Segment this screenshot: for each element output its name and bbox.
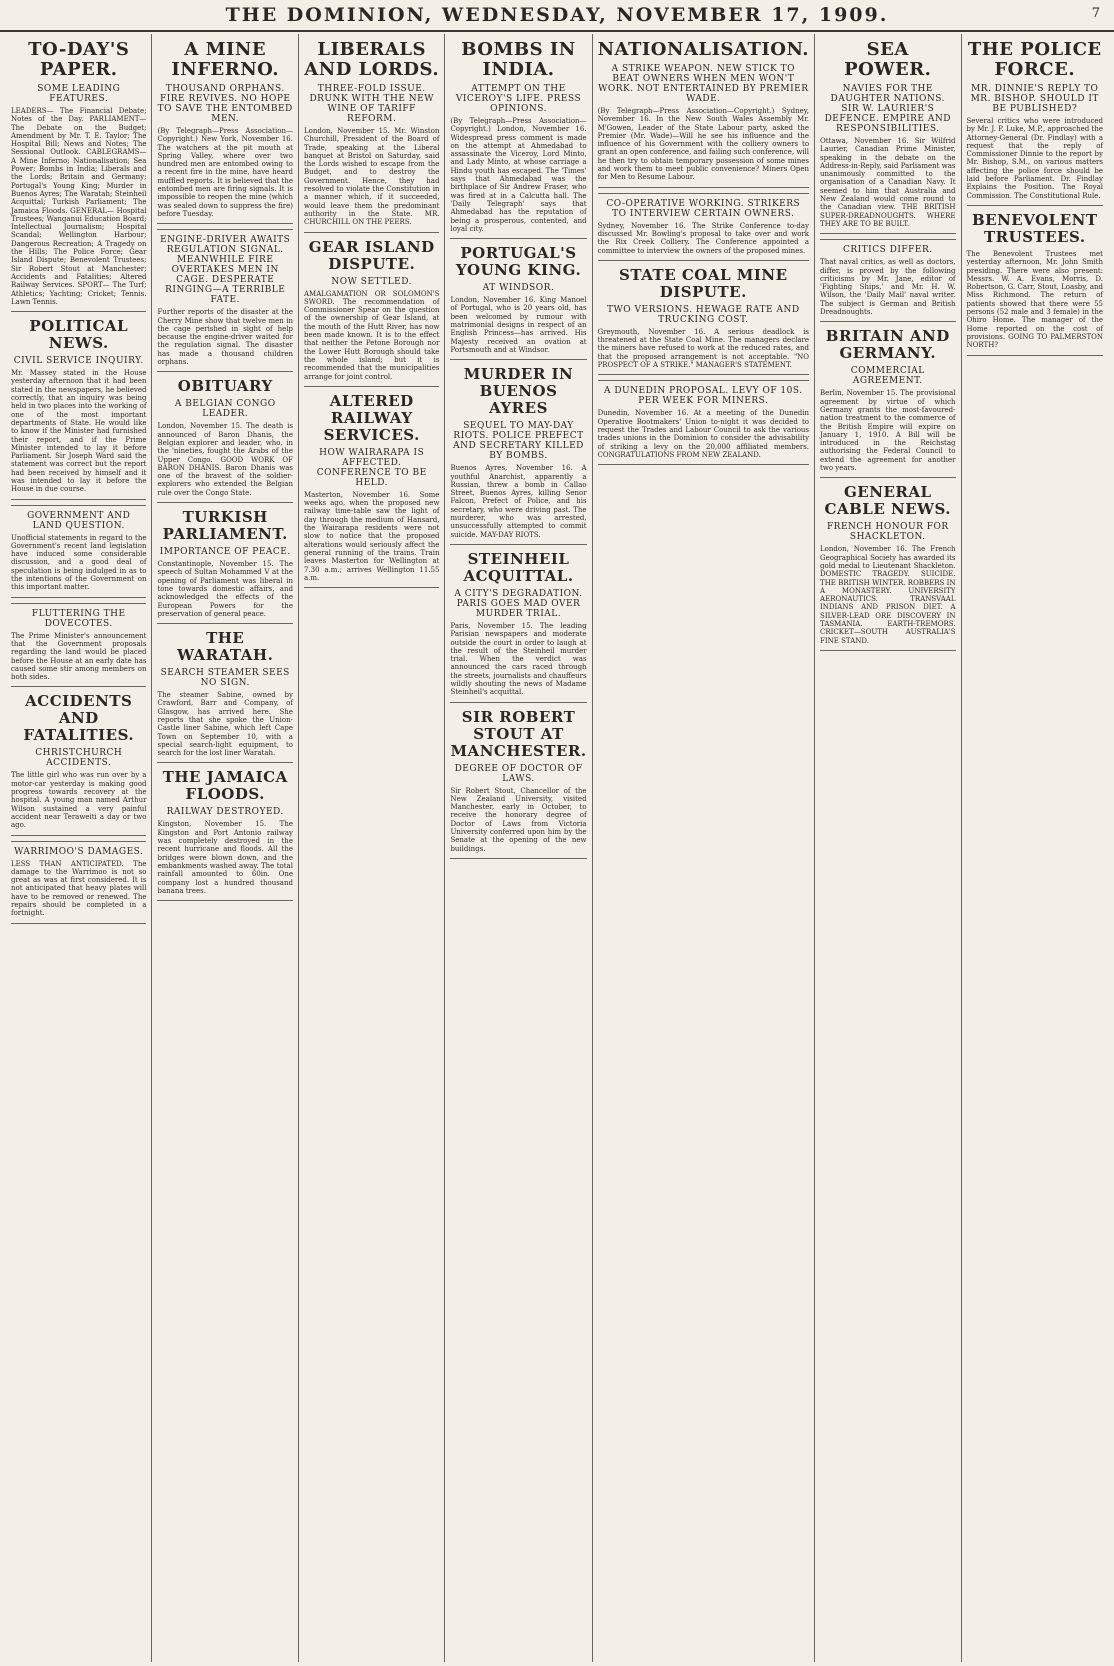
article-headline: BENEVOLENT TRUSTEES. xyxy=(971,210,1098,246)
article-rule xyxy=(820,233,955,234)
article-body: Kingston, November 15. The Kingston and Port Antonio railway was completely destroyed in the recent hurricane and floods. All the bridges were blown down, and the embankments washed away. The total rainfall amounted to 60in. One company lost a hundred thousand banana trees. xyxy=(157,820,293,895)
article-subheading: ATTEMPT ON THE VICEROY'S LIFE. PRESS OPINIONS. xyxy=(455,84,582,114)
article-body: Mr. Massey stated in the House yesterday afternoon that it had been stated in the newspapers, he believed correctly, that an inquiry was being held in two places into the working of one of the most important departments of State. He would like to know if the Minister had furnished their report, and if the Prime Minister intended to lay it before Parliament. Sir Joseph Ward said the statement was correct but the report had been received by himself and it was intended to lay it before the House in due course. xyxy=(11,369,147,494)
article-body: Berlin, November 15. The provisional agreement by virtue of which Germany grants the most-favoured-nation treatment to the commerce of the British Empire will expire on January 1, 1910. A Bill will be introduced in the Reichstag authorising the Federal Council to extend the agreement for another two years. xyxy=(820,389,956,473)
article-body: Several critics who were introduced by Mr. J. P. Luke, M.P., approached the Attorney-General (Dr. Findlay) with a request that the reply of Commissioner Dinnie to the report by Mr. Bishop, S.M., on various matters affecting the police force should be laid before Parliament. Dr. Findlay Explains the Position. The Royal Commission. The Constitutional Rule. xyxy=(966,117,1103,200)
article-rule xyxy=(304,232,439,233)
article-headline: TURKISH PARLIAMENT. xyxy=(162,508,288,544)
column-4 xyxy=(445,34,592,1662)
article-body: (By Telegraph—Press Association—Copyright.) New York, November 16. The watchers at the pit mouth at Spring Valley, where over two hundred men are entombed owing to a recent fire in the mine, have heard muffled reports. It is believed that the entombed men are firing signals. It is impossible to reopen the mine (which was sealed down to suppress the fire) before Tuesday. xyxy=(157,127,293,218)
section-divider xyxy=(157,229,292,230)
article-rule xyxy=(820,477,955,478)
article-headline: THE JAMAICA FLOODS. xyxy=(162,768,288,804)
article-body: LESS THAN ANTICIPATED. The damage to the Warrimoo is not so great as was at first considered. It is not anticipated that heavy plates will have to be removed or renewed. The repairs should be completed in a fortnight. xyxy=(11,859,147,918)
article-body: The little girl who was run over by a motor-car yesterday is making good progress towards recovery at the hospital. A young man named Arthur Wilson sustained a very painful accident near Teraweiti a day or two ago. xyxy=(11,771,147,830)
article-rule xyxy=(11,597,146,598)
article-headline: MURDER IN BUENOS AYRES xyxy=(463,365,574,418)
article-subheading: THOUSAND ORPHANS. FIRE REVIVES. NO HOPE TO SAVE THE ENTOMBED MEN. xyxy=(157,84,293,124)
article-headline: THE WARATAH. xyxy=(177,629,274,665)
article-body: Paris, November 15. The leading Parisian newspapers and moderate outside the court in order to laugh at the result of the Steinheil murder trial. When the verdict was announced the cars raced through the streets, journalists and chauffeurs wildly shouting the news of Madame Steinheil's acquittal. xyxy=(450,621,587,697)
article-body: Constantinople, November 15. The speech of Sultan Mohammed V at the opening of Parliament was liberal in tone towards domestic affairs, and acknowledged the effects of the European Powers for the preservation of general peace. xyxy=(157,560,293,618)
article-subheading: THREE-FOLD ISSUE. DRUNK WITH THE NEW WINE OF TARIFF REFORM. xyxy=(309,84,434,124)
article-body: Masterton, November 16. Some weeks ago, when the proposed new railway time-table saw the light of day through the medium of Hansard, the Wairarapa residents were not slow to notice that the proposed alterations would seriously affect the general running of the trains. Train leaves Masterton for Wellington at 7.30 a.m.; arrives Wellington 11.55 a.m. xyxy=(303,490,440,582)
article-body: (By Telegraph—Press Association—Copyright.) Sydney, November 16. In the New South Wales Assembly Mr. M'Gowen, Leader of the State Labour party, asked the Premier (Mr. Wade)—Will he see his influence and the influence of his Government with the colliery owners to grant an open conference, and failing such conference, will he then try to obtain temporary possession of some mines and work them to meet public convenience? Miners Open for Men to Resume Labour. xyxy=(597,107,810,182)
article-headline: LIBERALS AND LORDS. xyxy=(304,39,440,80)
article-headline: POLITICAL NEWS. xyxy=(29,317,129,353)
article-headline: OBITUARY xyxy=(177,377,273,396)
article-rule xyxy=(967,205,1103,206)
article-subheading: FRENCH HONOUR FOR SHACKLETON. xyxy=(826,522,949,543)
article-rule xyxy=(598,374,809,375)
column-7 xyxy=(962,34,1108,1662)
article-subheading: DEGREE OF DOCTOR OF LAWS. xyxy=(454,763,583,784)
article-rule xyxy=(450,702,586,703)
article-body: The Prime Minister's announcement that the Government proposals regarding the land would be placed before the House at an early date has caused some stir among members on both sides. xyxy=(11,631,147,682)
article-body: London, November 15. The death is announced of Baron Dhanis, the Belgian explorer and leader, who, in the 'nineties, fought the Arabs of the Upper Congo. GOOD WORK OF BARON DHANIS. Baron Dhanis was one of the bravest of the soldier-explorers who extended the Belgian rule over the Congo State. xyxy=(157,422,293,497)
column-1 xyxy=(6,34,152,1662)
article-subheading: TWO VERSIONS. HEWAGE RATE AND TRUCKING COST. xyxy=(607,304,800,325)
article-subheading: COMMERCIAL AGREEMENT. xyxy=(850,366,925,387)
article-subheading: CHRISTCHURCH ACCIDENTS. xyxy=(35,748,123,769)
column-3 xyxy=(299,34,445,1662)
article-rule xyxy=(157,371,292,372)
article-rule xyxy=(11,499,146,500)
article-subheading: MR. DINNIE'S REPLY TO MR. BISHOP. SHOULD IT BE PUBLISHED? xyxy=(970,84,1099,114)
page-number: 7 xyxy=(1091,6,1100,21)
article-headline: PORTUGAL'S YOUNG KING. xyxy=(455,244,582,280)
section-divider xyxy=(11,603,146,604)
column-5 xyxy=(593,34,815,1662)
article-subheading: FLUTTERING THE DOVECOTES. xyxy=(31,608,126,629)
article-rule xyxy=(820,321,955,322)
article-body: LEADERS— The Financial Debate; Notes of the Day. PARLIAMENT— The Debate on the Budget; Amendment by Mr. T. E. Taylor; The Hospital Bill; News and Notes; The Sessional Outlook. CABLEGRAMS— A Mine Inferno; Nationalisation; Sea Power; Bombs in India; Liberals and the Lords; Britain and Germany; Portugal's Young King; Murder in Buenos Ayres; The Waratah; Steinheil Acquittal; Turkish Parliament; The Jamaica Floods. GENERAL— Hospital Trustees; Wanganui Education Board; Intellectual Journalism; Hospital Scandal; Wellington Harbour; Dangerous Recreation; A Tragedy on the Hills; The Police Force; Gear Island Dispute; Benevolent Trustees; Sir Robert Stout at Manchester; Accidents and Fatalities; Altered Railway Services. SPORT— The Turf; Athletics; Yachting; Cricket; Tennis. Lawn Tennis. xyxy=(11,107,147,306)
article-headline: BOMBS IN INDIA. xyxy=(461,39,576,80)
article-headline: ALTERED RAILWAY SERVICES. xyxy=(323,391,420,444)
article-subheading: IMPORTANCE OF PEACE. xyxy=(159,547,291,558)
article-rule xyxy=(450,238,586,239)
article-subheading: NAVIES FOR THE DAUGHTER NATIONS. SIR W. LAURIER'S DEFENCE. EMPIRE AND RESPONSIBILITIES. xyxy=(824,84,951,134)
article-headline: STATE COAL MINE DISPUTE. xyxy=(619,265,788,301)
article-subheading: RAILWAY DESTROYED. xyxy=(166,807,284,818)
article-subheading: SEQUEL TO MAY-DAY RIOTS. POLICE PREFECT AND SECRETARY KILLED BY BOMBS. xyxy=(453,421,584,462)
section-divider xyxy=(11,841,146,842)
article-body: The Benevolent Trustees met yesterday afternoon, Mr. John Smith presiding. There were also present: Messrs. W. A. Evans, Morris, D. Robertson, G. Carr, Stout, Loasby, and Miss Richmond. The return of patients showed that there were 55 persons (52 male and 3 female) in the Ohiro Home. The manager of the Home reported on the cost of provisions. GOING TO PALMERSTON NORTH? xyxy=(966,249,1103,350)
article-headline: THE POLICE FORCE. xyxy=(967,39,1102,80)
newspaper-title: THE DOMINION, WEDNESDAY, NOVEMBER 17, 1909. xyxy=(225,4,889,26)
article-subheading: GOVERNMENT AND LAND QUESTION. xyxy=(27,510,131,531)
column-6 xyxy=(815,34,961,1662)
article-body: Dunedin, November 16. At a meeting of the Dunedin Operative Bootmakers' Union to-night it was decided to request the Trades and Labour Council to ask the various trades unions in the Dominion to consider the advisability of striking a levy on the 20,000 affiliated members. CONGRATULATIONS FROM NEW ZEALAND. xyxy=(597,409,810,459)
article-subheading: ENGINE-DRIVER AWAITS REGULATION SIGNAL. MEANWHILE FIRE OVERTAKES MEN IN CAGE. DESPERATE RINGING—A TERRIBLE FATE. xyxy=(160,235,291,306)
article-body: Greymouth, November 16. A serious deadlock is threatened at the State Coal Mine. The managers declare the miners have refused to work at the reduced rates, and that the proposed arrangement is not acceptable. "NO PROSPECT OF A STRIKE." MANAGER'S STATEMENT. xyxy=(597,327,810,370)
article-headline: NATIONALISATION. xyxy=(597,39,810,60)
article-headline: SEA POWER. xyxy=(844,39,932,80)
article-subheading: SEARCH STEAMER SEES NO SIGN. xyxy=(160,668,290,689)
article-body: London, November 15. Mr. Winston Churchill, President of the Board of Trade, speaking at the Liberal banquet at Bristol on Saturday, said the Lords wished to escape from the Budget, and to destroy the Government. Hence, they had resolved to violate the Constitution in a manner which, if it succeeded, would leave them the predominant authority in the State. MR. CHURCHILL ON THE PEERS. xyxy=(303,127,440,227)
article-subheading: AT WINDSOR. xyxy=(482,283,555,294)
article-body: Sydney, November 16. The Strike Conference to-day discussed Mr. Bowling's proposal to take over and work the Rix Creek Colliery. The Conference appointed a committee to interview the owners of the proposed mines. xyxy=(597,221,810,255)
article-rule xyxy=(11,311,146,312)
article-headline: GEAR ISLAND DISPUTE. xyxy=(308,237,435,273)
article-body: London, November 16. King Manoel of Portugal, who is 20 years old, has been welcomed by rumour with matrimonial designs in respect of an English Princess—has arrived. His Majesty received an ovation at Portsmouth and at Windsor. xyxy=(450,296,587,354)
article-rule xyxy=(157,762,292,763)
column-2 xyxy=(152,34,298,1662)
article-headline: GENERAL CABLE NEWS. xyxy=(824,483,951,519)
article-body: That naval critics, as well as doctors, differ, is proved by the following criticisms by Mr. Jane, editor of 'Fighting Ships,' and Mr. H. W. Wilson, the 'Daily Mail' naval writer. The subject is German and British Dreadnoughts. xyxy=(820,258,956,317)
article-body: Unofficial statements in regard to the Government's recent land legislation have induced some considerable discussion, and a good deal of speculation is being indulged in as to the intentions of the Government on this important matter. xyxy=(11,533,147,592)
article-body: Ottawa, November 16. Sir Wilfrid Laurier, Canadian Prime Minister, speaking in the debate on the Address-in-Reply, said Parliament was unanimously committed to the organisation of a Canadian Navy. It seemed to him that Australia and New Zealand would come round to the Canadian view. THE BRITISH SUPER-DREADNOUGHTS. WHERE THEY ARE TO BE BUILT. xyxy=(820,137,956,228)
page-columns xyxy=(6,34,1108,1662)
article-rule xyxy=(598,187,809,188)
article-subheading: CIVIL SERVICE INQUIRY. xyxy=(13,356,144,367)
article-subheading: A BELGIAN CONGO LEADER. xyxy=(174,399,276,420)
article-headline: TO-DAY'S PAPER. xyxy=(28,39,130,80)
article-headline: BRITAIN AND GERMANY. xyxy=(825,327,950,363)
article-rule xyxy=(450,858,586,859)
article-subheading: A STRIKE WEAPON. NEW STICK TO BEAT OWNERS WHEN MEN WON'T WORK. NOT ENTERTAINED BY PREMIER WADE. xyxy=(598,64,809,104)
article-rule xyxy=(450,544,586,545)
article-body: Buenos Ayres, November 16. A youthful Anarchist, apparently a Russian, threw a bomb in Callao Street, Buenos Ayres, killing Senor Falcon, Prefect of Police, and his secretary, who were driving past. The murderer, who was arrested, unsuccessfully attempted to commit suicide. MAY-DAY RIOTS. xyxy=(450,464,587,539)
article-rule xyxy=(11,686,146,687)
section-divider xyxy=(11,505,146,506)
article-subheading: CO-OPERATIVE WORKING. STRIKERS TO INTERVIEW CERTAIN OWNERS. xyxy=(606,198,801,219)
article-rule xyxy=(304,587,439,588)
article-body: Sir Robert Stout, Chancellor of the New Zealand University, visited Manchester, early in October, to receive the honorary degree of Doctor of Laws from Victoria University conferred upon him by the Senate at the opening of the new buildings. xyxy=(450,786,587,853)
article-headline: A MINE INFERNO. xyxy=(171,39,280,80)
article-headline: STEINHEIL ACQUITTAL. xyxy=(463,549,574,585)
article-rule xyxy=(157,502,292,503)
section-divider xyxy=(820,239,955,240)
article-body: London, November 16. The French Geographical Society has awarded its gold medal to Lieutenant Shackleton. DOMESTIC TRAGEDY. SUICIDE. THE BRITISH WINTER. ROBBERS IN A MONASTERY. UNIVERSITY AERONAUTICS. TRANSVAAL INDIANS AND PRISON DIET. A SILVER-LEAD ORE DISCOVERY IN TASMANIA. EARTH-TREMORS. CRICKET—SOUTH AUSTRALIA'S FINE STAND. xyxy=(820,545,956,645)
article-rule xyxy=(304,386,439,387)
article-rule xyxy=(598,464,809,465)
article-headline: SIR ROBERT STOUT AT MANCHESTER. xyxy=(450,707,587,760)
article-rule xyxy=(157,623,292,624)
article-subheading: HOW WAIRARAPA IS AFFECTED. CONFERENCE TO BE HELD. xyxy=(316,447,427,488)
article-body: AMALGAMATION OR SOLOMON'S SWORD. The recommendation of Commissioner Spear on the question of the ownership of Gear Island, at the mouth of the Hutt River, has now been made known. It is to the effect that neither the Petone Borough nor the Lower Hutt Borough should take the whole island; but it is recommended that the municipalities arrange for joint control. xyxy=(303,289,440,381)
masthead xyxy=(0,0,1114,32)
article-rule xyxy=(450,359,586,360)
article-subheading: WARRIMOO'S DAMAGES. xyxy=(14,846,144,857)
article-body: The steamer Sabine, owned by Crawford, Barr and Company, of Glasgow, has arrived here. She reports that she spoke the Union-Castle liner Sabine, which left Cape Town on September 10, with a special search-light equipment, to search for the lost liner Waratah. xyxy=(157,691,293,758)
article-rule xyxy=(157,900,292,901)
article-subheading: A DUNEDIN PROPOSAL. LEVY OF 10S. PER WEEK FOR MINERS. xyxy=(603,386,803,407)
article-body: (By Telegraph—Press Association—Copyright.) London, November 16. Widespread press comment is made on the attempt at Ahmedabad to assassinate the Viceroy, Lord Minto, and Lady Minto, at whose carriage a Hindu youth has escaped. The 'Times' says that Ahmedabad was the birthplace of Sir Andrew Fraser, who was fired at in a Calcutta hall. The 'Daily Telegraph' says that Ahmedabad has the reputation of being a prosperous, contented, and loyal city. xyxy=(450,117,587,233)
article-headline: ACCIDENTS AND FATALITIES. xyxy=(23,692,135,745)
article-subheading: A CITY'S DEGRADATION. PARIS GOES MAD OVER MURDER TRIAL. xyxy=(454,588,583,619)
section-divider xyxy=(598,193,809,194)
article-subheading: NOW SETTLED. xyxy=(331,276,412,287)
article-body: Further reports of the disaster at the Cherry Mine show that twelve men in the cage perished in sight of help because the engine-driver waited for the regulation signal. The disaster has made a thousand children orphans. xyxy=(157,308,293,367)
section-divider xyxy=(598,380,809,381)
article-rule xyxy=(967,355,1103,356)
article-subheading: CRITICS DIFFER. xyxy=(842,245,933,256)
article-rule xyxy=(11,923,146,924)
article-rule xyxy=(11,835,146,836)
article-rule xyxy=(598,260,809,261)
article-subheading: SOME LEADING FEATURES. xyxy=(37,84,121,104)
article-rule xyxy=(157,223,292,224)
article-rule xyxy=(820,650,955,651)
